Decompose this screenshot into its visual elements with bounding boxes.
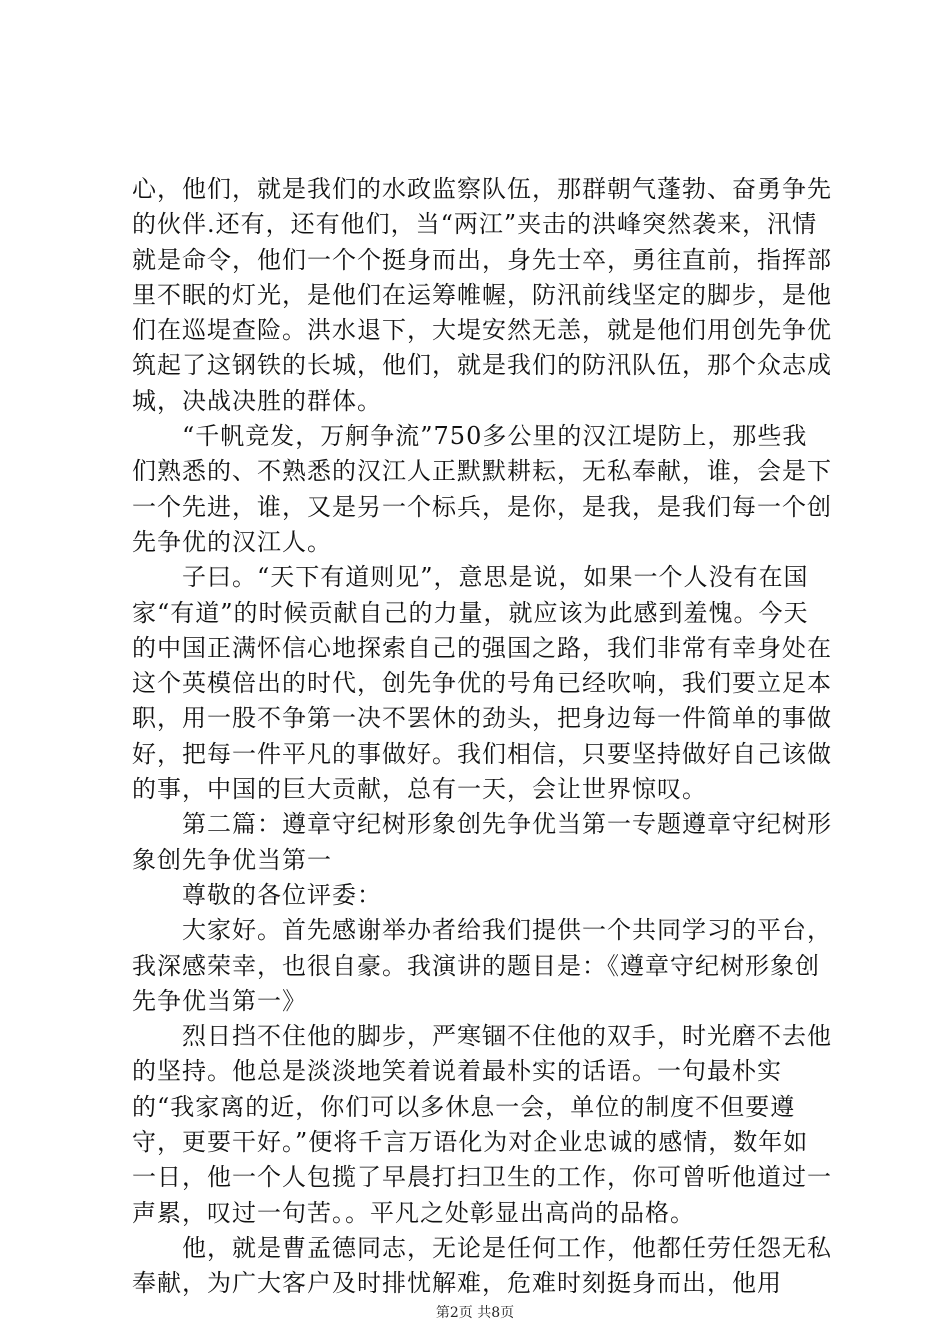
page-number-footer: 第2页 共8页 [435, 1305, 515, 1321]
paragraph-confucius-quote: 子曰。“天下有道则见”，意思是说，如果一个人没有在国家“有道”的时候贡献自己的力量，就应该为此感到羞愧。今天的中国正满怀信心地探索自己的强国之路，我们非常有幸身处在这个英模倍出的时代，创先争优的号角已经吹响，我们要立足本职，用一股不争第一决不罢休的劲头，把身边每一件简单的事做好，把每一件平凡的事做好。我们相信，只要坚持做好自己该做的事，中国的巨大贡献，总有一天，会让世界惊叹。 [132, 563, 832, 804]
document-body [132, 172, 832, 1302]
paragraph-hanjiang-levee: “千帆竞发，万舸争流”750多公里的汉江堤防上，那些我们熟悉的、不熟悉的汉江人正默默耕耘，无私奉献，谁，会是下一个先进，谁，又是另一个标兵，是你，是我，是我们每一个创先争优的汉江人。 [132, 422, 832, 556]
paragraph-cao-mengde: 他，就是曹孟德同志，无论是任何工作，他都任劳任怨无私奉献，为广大客户及时排忧解难，危难时刻挺身而出，他用 [132, 1233, 832, 1298]
paragraph-greeting: 大家好。首先感谢举办者给我们提供一个共同学习的平台，我深感荣幸，也很自豪。我演讲的题目是：《遵章守纪树形象创先争优当第一》 [132, 916, 832, 1015]
paragraph-dedication: 烈日挡不住他的脚步，严寒锢不住他的双手，时光磨不去他的坚持。他总是淡淡地笑着说着最朴实的话语。一句最朴实的“我家离的近，你们可以多休息一会，单位的制度不但要遵守，更要干好。”便将千言万语化为对企业忠诚的感情，数年如一日，他一个人包揽了早晨打扫卫生的工作，你可曾听他道过一声累，叹过一句苦。。平凡之处彰显出高尚的品格。 [132, 1022, 832, 1227]
paragraph-continued: 心，他们，就是我们的水政监察队伍，那群朝气蓬勃、奋勇争先的伙伴.还有，还有他们，当“两江”夹击的洪峰突然袭来，汛情就是命令，他们一个个挺身而出，身先士卒，勇往直前，指挥部里不眠的灯光，是他们在运筹帷幄，防汛前线坚定的脚步，是他们在巡堤查险。洪水退下，大堤安然无恙，就是他们用创先争优筑起了这钢铁的长城，他们，就是我们的防汛队伍，那个众志成城，决战决胜的群体。 [132, 175, 832, 415]
section-heading-part-two: 第二篇：遵章守纪树形象创先争优当第一专题遵章守纪树形象创先争优当第一 [132, 810, 832, 874]
paragraph-salutation: 尊敬的各位评委： [132, 880, 382, 909]
